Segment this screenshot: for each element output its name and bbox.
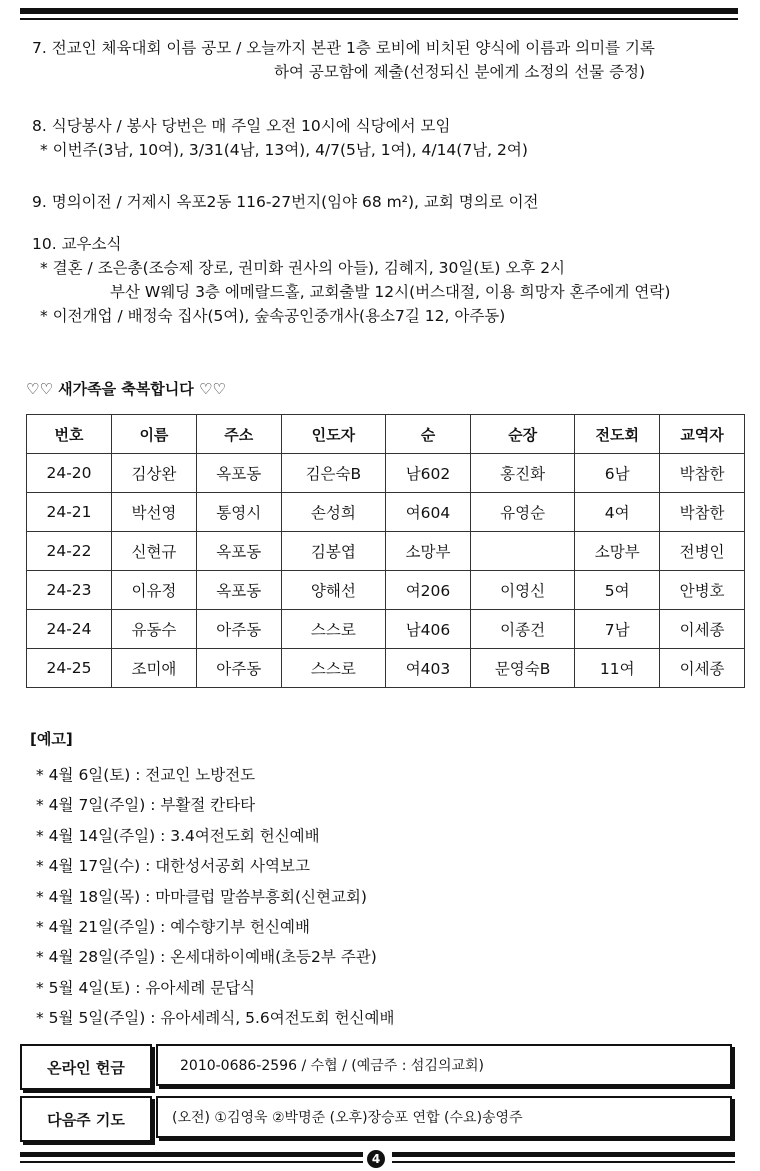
table-cell: 박참한 <box>660 454 745 493</box>
table-row <box>27 571 745 610</box>
table-cell: 이세종 <box>660 610 745 649</box>
preview-title: [예고] <box>30 730 73 748</box>
news-item-8-line1: 8. 식당봉사 / 봉사 당번은 매 주일 오전 10시에 식당에서 모임 <box>32 117 451 135</box>
header-group-leader: 순장 <box>470 415 574 454</box>
table-cell: 문영숙B <box>470 649 574 688</box>
news-item-7-line2: 하여 공모함에 제출(선정되신 분에게 소정의 선물 증정) <box>274 63 646 81</box>
table-cell: 홍진화 <box>470 454 574 493</box>
table-cell: 아주동 <box>196 610 281 649</box>
table-cell <box>470 532 574 571</box>
news-item-10-line3: 부산 W웨딩 3층 에메랄드홀, 교회출발 12시(버스대절, 이용 희망자 혼주에게 연락) <box>110 283 671 301</box>
table-cell: 박참한 <box>660 493 745 532</box>
header-pastor: 교역자 <box>660 415 745 454</box>
top-rule-thin <box>20 18 738 20</box>
preview-list <box>36 763 394 1037</box>
table-header-row <box>27 415 745 454</box>
table-cell: 남602 <box>386 454 471 493</box>
table-row <box>27 532 745 571</box>
table-cell: 안병호 <box>660 571 745 610</box>
table-cell: 김은숙B <box>281 454 385 493</box>
table-cell: 스스로 <box>281 610 385 649</box>
table-cell: 24-21 <box>27 493 112 532</box>
table-cell: 24-25 <box>27 649 112 688</box>
table-cell: 이유정 <box>112 571 197 610</box>
table-cell: 양해선 <box>281 571 385 610</box>
table-row <box>27 493 745 532</box>
next-week-prayer-row <box>20 1096 734 1142</box>
table-row <box>27 610 745 649</box>
header-guide: 인도자 <box>281 415 385 454</box>
bottom-rule-thin-right <box>392 1161 735 1163</box>
new-family-title: ♡♡ 새가족을 축복합니다 ♡♡ <box>26 380 226 398</box>
table-row <box>27 454 745 493</box>
list-item: * 4월 14일(주일) : 3.4여전도회 헌신예배 <box>36 826 320 845</box>
table-cell: 조미애 <box>112 649 197 688</box>
table-cell: 5여 <box>575 571 660 610</box>
online-offering-account: 2010-0686-2596 / 수협 / (예금주 : 섬김의교회) <box>156 1044 732 1086</box>
table-cell: 스스로 <box>281 649 385 688</box>
table-cell: 소망부 <box>575 532 660 571</box>
table-cell: 옥포동 <box>196 571 281 610</box>
table-cell: 전병인 <box>660 532 745 571</box>
news-item-9-line1: 9. 명의이전 / 거제시 옥포2동 116-27번지(임야 68 m²), 교회 명의로 이전 <box>32 193 539 211</box>
table-cell: 4여 <box>575 493 660 532</box>
table-cell: 6남 <box>575 454 660 493</box>
new-family-table <box>26 414 745 688</box>
page-number: 4 <box>367 1150 385 1168</box>
next-week-prayer-list: (오전) ①김영욱 ②박명준 (오후)장승포 연합 (수요)송영주 <box>156 1096 732 1138</box>
table-cell: 신현규 <box>112 532 197 571</box>
top-rule-thick <box>20 8 738 14</box>
header-address: 주소 <box>196 415 281 454</box>
header-mission-society: 전도회 <box>575 415 660 454</box>
list-item: * 4월 17일(수) : 대한성서공회 사역보고 <box>36 857 310 876</box>
table-cell: 이영신 <box>470 571 574 610</box>
table-cell: 이세종 <box>660 649 745 688</box>
list-item: * 4월 7일(주일) : 부활절 칸타타 <box>36 796 256 815</box>
table-cell: 여604 <box>386 493 471 532</box>
header-number: 번호 <box>27 415 112 454</box>
list-item: * 5월 4일(토) : 유아세례 문답식 <box>36 978 256 997</box>
table-cell: 24-20 <box>27 454 112 493</box>
table-cell: 11여 <box>575 649 660 688</box>
bottom-rule-thin-left <box>20 1161 363 1163</box>
news-item-10-line1: 10. 교우소식 <box>32 235 122 253</box>
news-item-7 <box>32 36 742 84</box>
bottom-rule-thick-right <box>392 1152 735 1157</box>
table-cell: 24-23 <box>27 571 112 610</box>
bottom-rule-thick-left <box>20 1152 363 1157</box>
table-cell: 소망부 <box>386 532 471 571</box>
header-group: 순 <box>386 415 471 454</box>
table-cell: 박선영 <box>112 493 197 532</box>
table-row <box>27 649 745 688</box>
news-item-10 <box>32 232 742 328</box>
list-item: * 4월 6일(토) : 전교인 노방전도 <box>36 766 256 784</box>
table-cell: 여403 <box>386 649 471 688</box>
list-item: * 4월 28일(주일) : 온세대하이예배(초등2부 주관) <box>36 948 377 967</box>
header-name: 이름 <box>112 415 197 454</box>
table-cell: 손성희 <box>281 493 385 532</box>
news-item-10-line2: * 결혼 / 조은총(조승제 장로, 권미화 권사의 아들), 김혜지, 30일(토) 오후 2시 <box>40 259 566 277</box>
table-cell: 옥포동 <box>196 532 281 571</box>
table-cell: 유영순 <box>470 493 574 532</box>
table-cell: 여206 <box>386 571 471 610</box>
list-item: * 4월 18일(목) : 마마클럽 말씀부흥회(신현교회) <box>36 887 367 906</box>
next-week-prayer-label: 다음주 기도 <box>20 1096 152 1142</box>
table-cell: 7남 <box>575 610 660 649</box>
online-offering-label: 온라인 헌금 <box>20 1044 152 1090</box>
table-cell: 통영시 <box>196 493 281 532</box>
news-item-10-line4: * 이전개업 / 배정숙 집사(5여), 숲속공인중개사(용소7길 12, 아주동) <box>40 307 506 325</box>
table-cell: 유동수 <box>112 610 197 649</box>
table-cell: 아주동 <box>196 649 281 688</box>
news-item-9 <box>32 190 742 214</box>
list-item: * 5월 5일(주일) : 유아세례식, 5.6여전도회 헌신예배 <box>36 1009 395 1028</box>
list-item: * 4월 21일(주일) : 예수향기부 헌신예배 <box>36 917 310 936</box>
news-item-8-line2: * 이번주(3남, 10여), 3/31(4남, 13여), 4/7(5남, 1여), 4/14(7남, 2여) <box>40 141 528 159</box>
news-item-7-line1: 7. 전교인 체육대회 이름 공모 / 오늘까지 본관 1층 로비에 비치된 양식에 이름과 의미를 기록 <box>32 39 655 57</box>
online-offering-row <box>20 1044 734 1090</box>
table-cell: 24-22 <box>27 532 112 571</box>
table-cell: 남406 <box>386 610 471 649</box>
table-cell: 김상완 <box>112 454 197 493</box>
table-cell: 24-24 <box>27 610 112 649</box>
table-cell: 김봉엽 <box>281 532 385 571</box>
news-item-8 <box>32 114 742 162</box>
table-cell: 이종건 <box>470 610 574 649</box>
table-cell: 옥포동 <box>196 454 281 493</box>
